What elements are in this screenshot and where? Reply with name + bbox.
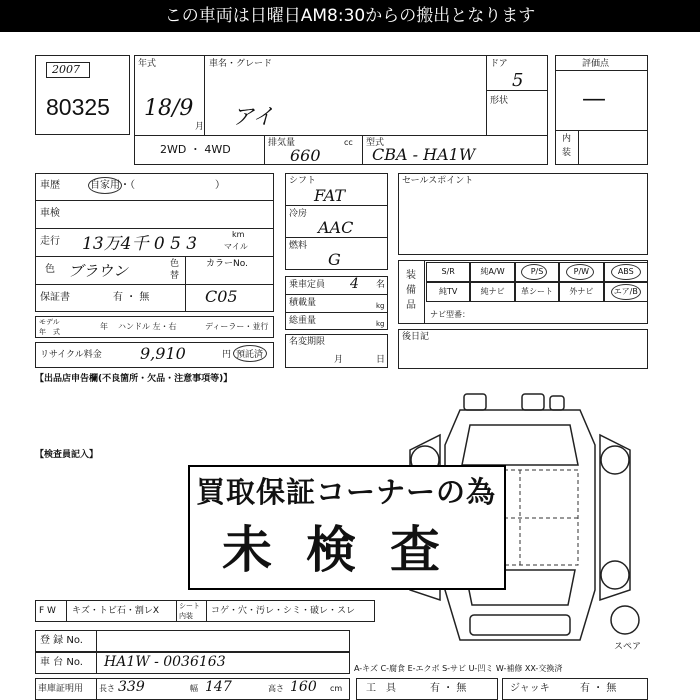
inspector-label: 【検査員記入】 <box>35 450 99 460</box>
model-year-unit: 年 <box>100 322 108 331</box>
equipment-item: 純A/W <box>470 262 514 282</box>
seat-text: コゲ・穴・汚レ・シミ・破レ・スレ <box>211 606 356 616</box>
dealer-label: ディーラー・並行 <box>205 322 269 331</box>
car-name-label: 車名・グレード <box>209 59 273 69</box>
lot-number: 80325 <box>46 94 110 120</box>
notes-label: 【出品店申告欄(不良箇所・欠品・注意事項等)】 <box>35 374 233 384</box>
displacement-value: 660 <box>290 146 321 165</box>
cert-length: 339 <box>118 679 145 695</box>
mileage-value: 13万4千 0 5 3 <box>82 234 198 254</box>
equipment-label-1: 装 <box>406 270 416 281</box>
equipment-item: エア/B <box>604 282 648 302</box>
displacement-label: 排気量 <box>268 138 296 148</box>
interior-label-2: 装 <box>562 148 572 158</box>
postscript-box <box>398 329 648 369</box>
damage-legend: A-キズ C-腐食 E-エクボ S-サビ U-凹ミ W-補修 XX-交換済 <box>354 664 563 673</box>
equipment-item: P/W <box>559 262 603 282</box>
cert-label: 車庫証明用 <box>38 684 84 694</box>
recycle-note: 預託済 <box>236 350 264 360</box>
cert-width: 147 <box>205 679 232 695</box>
equipment-item: S/R <box>426 262 470 282</box>
equipment-item: 純ナビ <box>470 282 514 302</box>
door-value: 5 <box>512 70 524 91</box>
equipment-item: 外ナビ <box>559 282 603 302</box>
reg-month: 月 <box>334 355 344 365</box>
navi-label: ナビ型番： <box>430 310 470 319</box>
tools-value: 有 ・ 無 <box>430 683 467 694</box>
color-change-1: 色 <box>170 259 180 269</box>
ac-label: 冷房 <box>289 209 308 219</box>
mileage-unit-km: km <box>232 230 245 239</box>
drive-label: 2WD ・ 4WD <box>160 143 231 156</box>
inspection-label: 車検 <box>40 208 60 219</box>
handle-label: ハンドル 左・右 <box>118 322 177 331</box>
cert-width-unit: 幅 <box>190 684 198 693</box>
rating-label: 評価点 <box>582 59 610 69</box>
cert-height: 160 <box>290 679 317 695</box>
tools-label: 工 具 <box>366 683 396 694</box>
model-year-label-2: 年 式 <box>39 328 60 336</box>
model-year-label-1: モデル <box>39 318 60 326</box>
recycle-label: リサイクル料金 <box>40 350 102 360</box>
recycle-value: 9,910 <box>140 344 186 363</box>
jack-label: ジャッキ <box>510 683 550 694</box>
cert-height-unit: 高さ <box>268 684 284 693</box>
load-unit: kg <box>376 302 385 310</box>
car-name-value: アイ <box>232 105 275 130</box>
color-value: ブラウン <box>68 262 129 280</box>
capacity-label: 乗車定員 <box>289 280 326 290</box>
ac-value: AAC <box>318 218 354 237</box>
history-value: 自家用・（ ） <box>90 180 225 191</box>
gross-label: 総重量 <box>289 316 317 326</box>
color-label: 色 <box>45 264 55 275</box>
seat-label-2: 内装 <box>179 612 193 620</box>
reg-day: 日 <box>376 355 386 365</box>
shift-value: FAT <box>314 186 346 205</box>
shift-label: シフト <box>289 176 317 186</box>
color-no-label: カラーNo. <box>206 259 248 269</box>
color-no-value: C05 <box>205 287 238 306</box>
gross-unit: kg <box>376 320 385 328</box>
reg-expiry-label: 名変期限 <box>289 337 326 347</box>
history-label: 車歴 <box>40 180 60 191</box>
equipment-item: ABS <box>604 262 648 282</box>
month-unit: 月 <box>195 122 205 132</box>
warranty-value: 有 ・ 無 <box>113 292 150 303</box>
color-change-2: 替 <box>170 271 180 281</box>
fuel-label: 燃料 <box>289 241 308 251</box>
equipment-item: 革シート <box>515 282 559 302</box>
spare-label: スペア <box>614 642 642 652</box>
equipment-item: 純TV <box>426 282 470 302</box>
capacity-unit: 名 <box>376 280 386 290</box>
chassis-label: 車 台 No. <box>40 657 83 668</box>
year-label: 年式 <box>138 59 157 69</box>
registration-label: 登 録 No. <box>40 635 83 646</box>
year-note: 2007 <box>52 63 80 76</box>
fuel-value: G <box>328 250 341 269</box>
mileage-label: 走行 <box>40 236 60 247</box>
equipment-label-2: 備 <box>406 285 416 296</box>
seat-label-1: シート <box>179 602 200 610</box>
door-label: ドア <box>490 59 508 69</box>
shape-label: 形状 <box>490 96 509 106</box>
rating-value: — <box>582 84 606 112</box>
sales-point-label: セールスポイント <box>402 176 474 186</box>
load-label: 積載量 <box>289 298 317 308</box>
year-value: 18/9 <box>144 96 194 121</box>
mileage-unit-mile: マイル <box>224 242 248 251</box>
cc-label: cc <box>344 138 353 147</box>
interior-label-1: 内 <box>562 134 572 144</box>
equipment-item: P/S <box>515 262 559 282</box>
chassis-value: HA1W - 0036163 <box>104 654 226 670</box>
fw-label: F W <box>39 606 56 616</box>
postscript-label: 後日記 <box>402 332 430 342</box>
warranty-label: 保証書 <box>40 292 70 303</box>
jack-value: 有 ・ 無 <box>580 683 617 694</box>
capacity-value: 4 <box>350 276 359 292</box>
cert-cm: cm <box>330 684 343 693</box>
fw-text: キズ・トビ石・割レX <box>72 606 159 616</box>
stamp-line2: 未検査 <box>222 521 474 579</box>
recycle-unit: 円 <box>222 350 232 360</box>
notice-banner: この車両は日曜日AM8:30からの搬出となります <box>0 0 700 32</box>
equipment-label-3: 品 <box>406 300 416 311</box>
model-label: 型式 <box>366 138 385 148</box>
cert-length-unit: 長さ <box>99 684 115 693</box>
model-value: CBA - HA1W <box>372 145 476 164</box>
stamp-line1: 買取保証コーナーの為 <box>196 475 497 509</box>
